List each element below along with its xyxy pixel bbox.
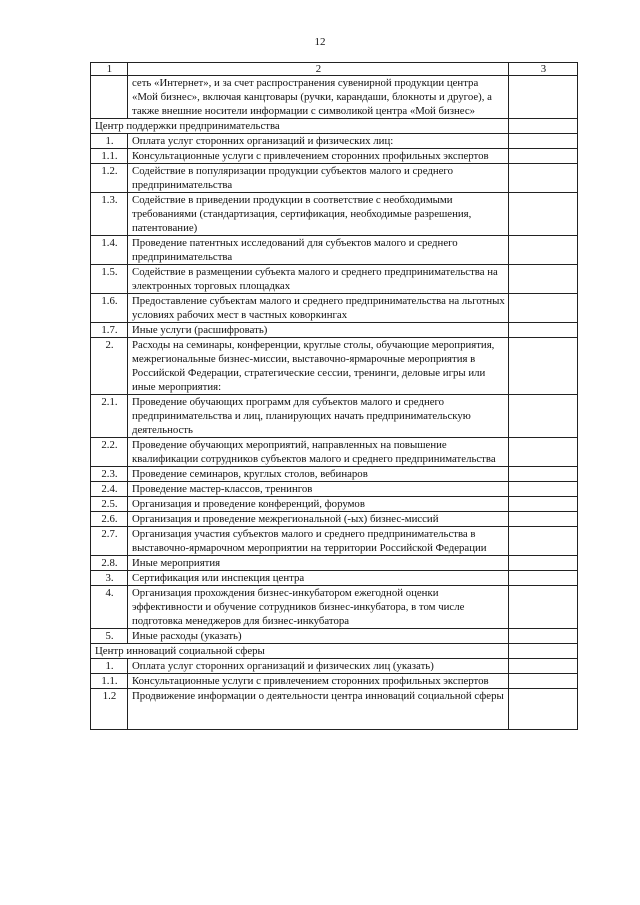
item-description: Проведение обучающих мероприятий, направленных на повышение квалификации сотрудников субъектов малого и среднего предпринимательства (128, 438, 509, 467)
item-number: 1.1. (91, 149, 128, 164)
section-title: Центр поддержки предпринимательства (91, 119, 509, 134)
section-title: Центр инноваций социальной сферы (91, 644, 509, 659)
item-description: Проведение патентных исследований для субъектов малого и среднего предпринимательства (128, 236, 509, 265)
item-description: Предоставление субъектам малого и среднего предпринимательства на льготных условиях рабочих мест в частных коворкингах (128, 294, 509, 323)
table-row (91, 659, 578, 674)
item-number: 1.4. (91, 236, 128, 265)
item-description: Продвижение информации о деятельности центра инноваций социальной сферы (128, 689, 509, 730)
item-description: Организация и проведение межрегиональной (-ых) бизнес-миссий (128, 512, 509, 527)
header-col-1: 1 (91, 63, 128, 76)
value-cell (509, 497, 578, 512)
item-number: 2.2. (91, 438, 128, 467)
item-description: Организация прохождения бизнес-инкубатором ежегодной оценки эффективности и обучение сотрудников бизнес-инкубатора, в том числе подготовка менеджеров для бизнес-инкубатора (128, 586, 509, 629)
item-description: Иные мероприятия (128, 556, 509, 571)
table-header-row (91, 63, 578, 76)
value-cell (509, 164, 578, 193)
item-number: 1.3. (91, 193, 128, 236)
item-description: Проведение семинаров, круглых столов, вебинаров (128, 467, 509, 482)
value-cell (509, 571, 578, 586)
table-row (91, 629, 578, 644)
table-row (91, 265, 578, 294)
value-cell (509, 629, 578, 644)
item-description: Расходы на семинары, конференции, круглые столы, обучающие мероприятия, межрегиональные бизнес-миссии, выставочно-ярмарочные мероприятия в Российской Федерации, стратегические сессии, тренинги, деловые игры или иные мероприятия: (128, 338, 509, 395)
table-row (91, 586, 578, 629)
item-number (91, 76, 128, 119)
item-number: 5. (91, 629, 128, 644)
item-description: сеть «Интернет», и за счет распространения сувенирной продукции центра «Мой бизнес», включая канцтовары (ручки, карандаши, блокноты и другое), а также внешние носители информации с символикой центра «Мой бизнес» (128, 76, 509, 119)
value-cell (509, 674, 578, 689)
item-number: 1. (91, 134, 128, 149)
table-row (91, 497, 578, 512)
table-row (91, 467, 578, 482)
table-row (91, 571, 578, 586)
value-cell (509, 644, 578, 659)
item-number: 1.2 (91, 689, 128, 730)
item-description: Содействие в популяризации продукции субъектов малого и среднего предпринимательства (128, 164, 509, 193)
item-number: 1. (91, 659, 128, 674)
value-cell (509, 323, 578, 338)
item-description: Сертификация или инспекция центра (128, 571, 509, 586)
item-description: Содействие в приведении продукции в соответствие с необходимыми требованиями (стандартизация, сертификация, необходимые разрешения, патентование) (128, 193, 509, 236)
item-description: Консультационные услуги с привлечением сторонних профильных экспертов (128, 674, 509, 689)
item-description: Содействие в размещении субъекта малого и среднего предпринимательства на электронных торговых площадках (128, 265, 509, 294)
value-cell (509, 395, 578, 438)
header-col-3: 3 (509, 63, 578, 76)
item-description: Иные расходы (указать) (128, 629, 509, 644)
table-row (91, 395, 578, 438)
value-cell (509, 438, 578, 467)
item-number: 4. (91, 586, 128, 629)
table-row (91, 689, 578, 730)
section-header-row (91, 119, 578, 134)
item-description: Организация и проведение конференций, форумов (128, 497, 509, 512)
item-number: 1.1. (91, 674, 128, 689)
value-cell (509, 265, 578, 294)
table-row (91, 134, 578, 149)
item-number: 2.4. (91, 482, 128, 497)
item-number: 1.7. (91, 323, 128, 338)
item-description: Иные услуги (расшифровать) (128, 323, 509, 338)
value-cell (509, 689, 578, 730)
item-number: 2.3. (91, 467, 128, 482)
item-description: Оплата услуг сторонних организаций и физических лиц (указать) (128, 659, 509, 674)
item-number: 2.1. (91, 395, 128, 438)
item-description: Проведение обучающих программ для субъектов малого и среднего предпринимательства и лиц, планирующих начать предпринимательскую деятельность (128, 395, 509, 438)
table-row (91, 527, 578, 556)
table-row (91, 338, 578, 395)
table-row (91, 323, 578, 338)
expense-table (90, 62, 578, 730)
header-col-2: 2 (128, 63, 509, 76)
page-number: 12 (314, 36, 326, 48)
table-row (91, 556, 578, 571)
value-cell (509, 467, 578, 482)
value-cell (509, 586, 578, 629)
item-number: 1.6. (91, 294, 128, 323)
item-description: Оплата услуг сторонних организаций и физических лиц: (128, 134, 509, 149)
item-description: Проведение мастер-классов, тренингов (128, 482, 509, 497)
item-description: Организация участия субъектов малого и среднего предпринимательства в выставочно-ярмарочном мероприятии на территории Российской Федерации (128, 527, 509, 556)
section-header-row (91, 644, 578, 659)
value-cell (509, 482, 578, 497)
table-row (91, 236, 578, 265)
value-cell (509, 556, 578, 571)
item-description: Консультационные услуги с привлечением сторонних профильных экспертов (128, 149, 509, 164)
value-cell (509, 527, 578, 556)
item-number: 2.6. (91, 512, 128, 527)
table-row (91, 674, 578, 689)
item-number: 3. (91, 571, 128, 586)
value-cell (509, 76, 578, 119)
item-number: 2.8. (91, 556, 128, 571)
value-cell (509, 294, 578, 323)
value-cell (509, 236, 578, 265)
item-number: 2. (91, 338, 128, 395)
item-number: 1.5. (91, 265, 128, 294)
table-row (91, 149, 578, 164)
table-row (91, 438, 578, 467)
item-number: 2.5. (91, 497, 128, 512)
item-number: 1.2. (91, 164, 128, 193)
value-cell (509, 512, 578, 527)
table-row (91, 482, 578, 497)
value-cell (509, 119, 578, 134)
value-cell (509, 149, 578, 164)
table-row (91, 164, 578, 193)
value-cell (509, 338, 578, 395)
value-cell (509, 193, 578, 236)
value-cell (509, 134, 578, 149)
table-row (91, 512, 578, 527)
table-row (91, 193, 578, 236)
item-number: 2.7. (91, 527, 128, 556)
table-row (91, 76, 578, 119)
table-row (91, 294, 578, 323)
value-cell (509, 659, 578, 674)
